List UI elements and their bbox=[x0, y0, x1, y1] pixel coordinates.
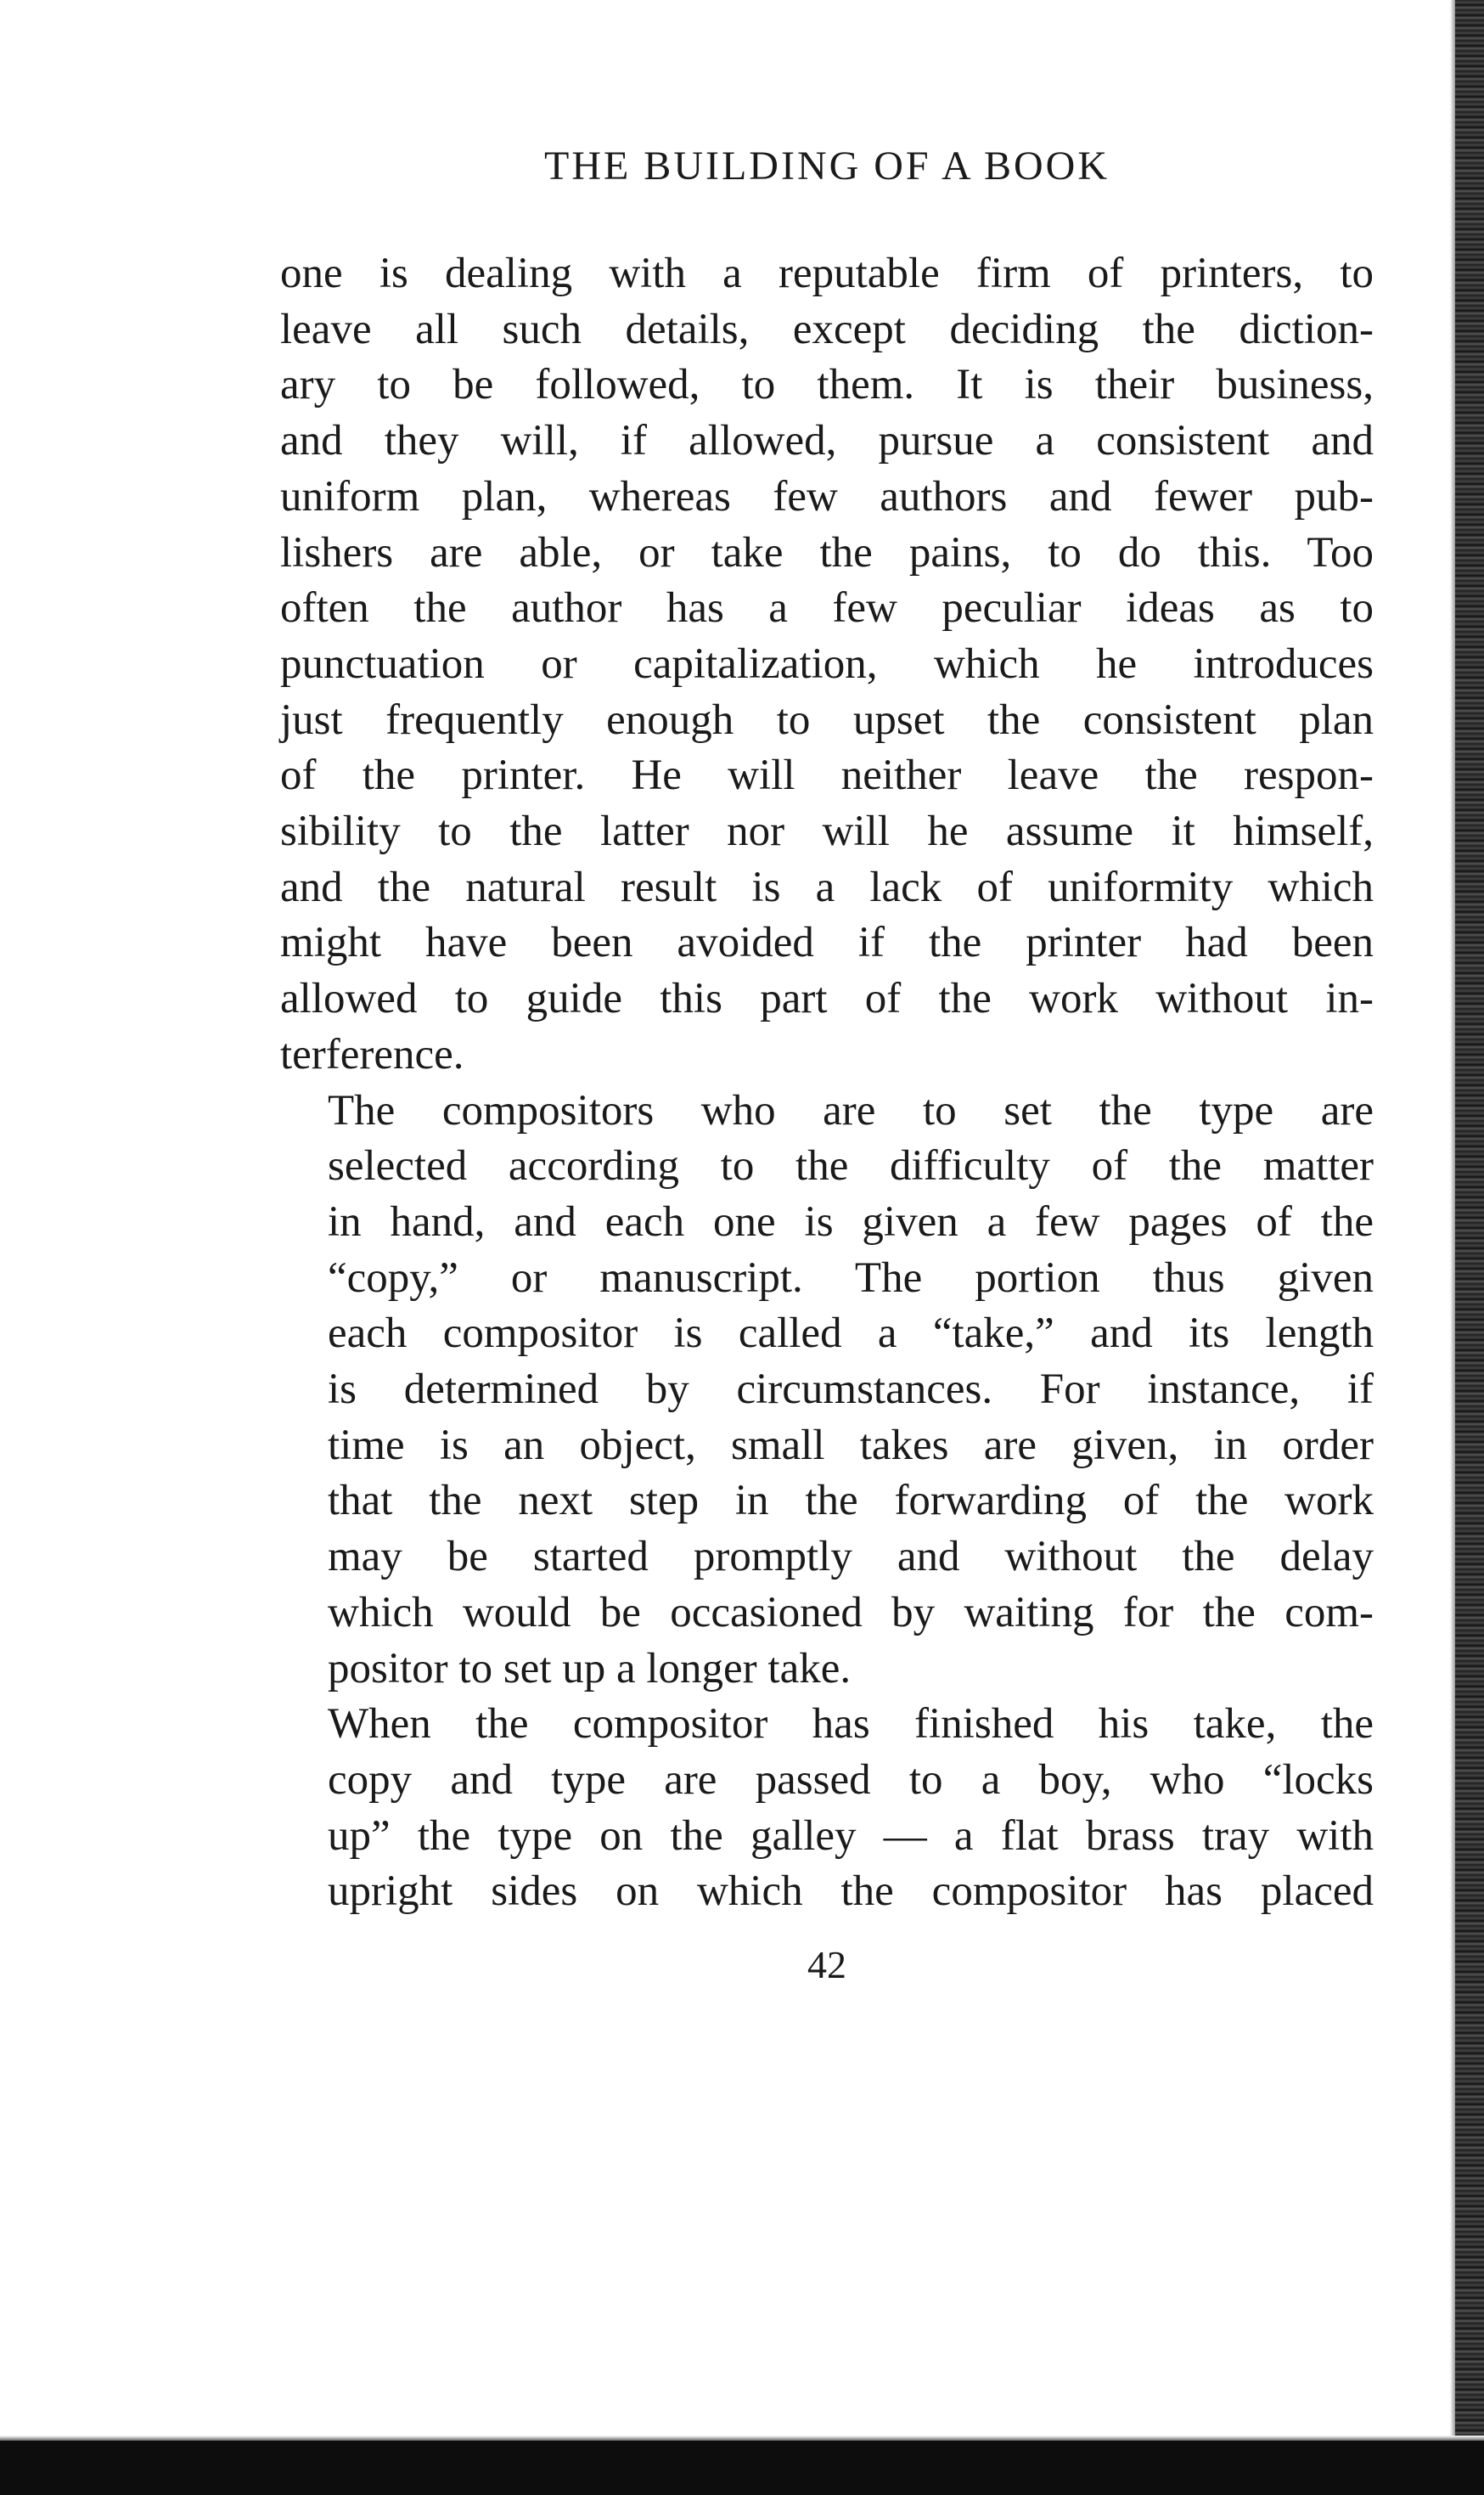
text-line: of the printer. He will neither leave the respon- bbox=[280, 752, 1374, 800]
page-number: 42 bbox=[807, 1943, 846, 1986]
text-line: may be started promptly and without the delay bbox=[328, 1533, 1374, 1581]
text-line: just frequently enough to upset the consistent plan bbox=[280, 696, 1374, 744]
text-line: in hand, and each one is given a few pages of the bbox=[328, 1197, 1374, 1246]
text-line: positor to set up a longer take. bbox=[328, 1644, 852, 1692]
text-line: sibility to the latter nor will he assume it himself, bbox=[280, 808, 1374, 856]
paragraph-3 bbox=[280, 1697, 1374, 1920]
text-line: time is an object, small takes are given, in order bbox=[328, 1421, 1374, 1469]
text-line: “copy,” or manuscript. The portion thus given bbox=[328, 1253, 1374, 1302]
text-line: that the next step in the forwarding of the work bbox=[328, 1477, 1374, 1525]
text-line: one is dealing with a reputable firm of printers, to bbox=[280, 250, 1374, 297]
text-line: upright sides on which the compositor has placed bbox=[328, 1867, 1374, 1916]
bottom-edge-shadow bbox=[0, 2441, 1484, 2495]
paragraph-2 bbox=[280, 1084, 1374, 1698]
page-edge-shadow bbox=[1455, 0, 1484, 2495]
paragraph-1 bbox=[280, 246, 1374, 1084]
text-line: which would be occasioned by waiting for the com- bbox=[328, 1588, 1374, 1636]
text-line: The compositors who are to set the type are bbox=[328, 1086, 1374, 1135]
text-line: terference. bbox=[280, 1030, 464, 1079]
text-line: leave all such details, except deciding the diction- bbox=[280, 305, 1374, 353]
body-text bbox=[280, 246, 1374, 1920]
text-line: each compositor is called a “take,” and its length bbox=[328, 1309, 1374, 1358]
running-head: THE BUILDING OF A BOOK bbox=[544, 144, 1110, 189]
text-line: punctuation or capitalization, which he introduces bbox=[280, 639, 1374, 688]
text-line: When the compositor has finished his take, the bbox=[328, 1700, 1374, 1749]
text-line: might have been avoided if the printer had been bbox=[280, 919, 1374, 967]
text-line: and the natural result is a lack of uniformity which bbox=[280, 863, 1374, 911]
text-line: often the author has a few peculiar ideas as to bbox=[280, 584, 1374, 633]
text-line: lishers are able, or take the pains, to do this. Too bbox=[280, 528, 1374, 577]
text-line: allowed to guide this part of the work without in- bbox=[280, 975, 1374, 1023]
text-line: selected according to the difficulty of the matter bbox=[328, 1142, 1374, 1191]
text-line: and they will, if allowed, pursue a consistent and bbox=[280, 417, 1374, 465]
text-line: is determined by circumstances. For instance, if bbox=[328, 1366, 1374, 1414]
text-line: uniform plan, whereas few authors and fewer pub- bbox=[280, 472, 1374, 521]
text-line: copy and type are passed to a boy, who “locks bbox=[328, 1755, 1374, 1804]
text-line: up” the type on the galley — a flat brass tray with bbox=[328, 1811, 1374, 1860]
text-line: ary to be followed, to them. It is their business, bbox=[280, 361, 1374, 409]
